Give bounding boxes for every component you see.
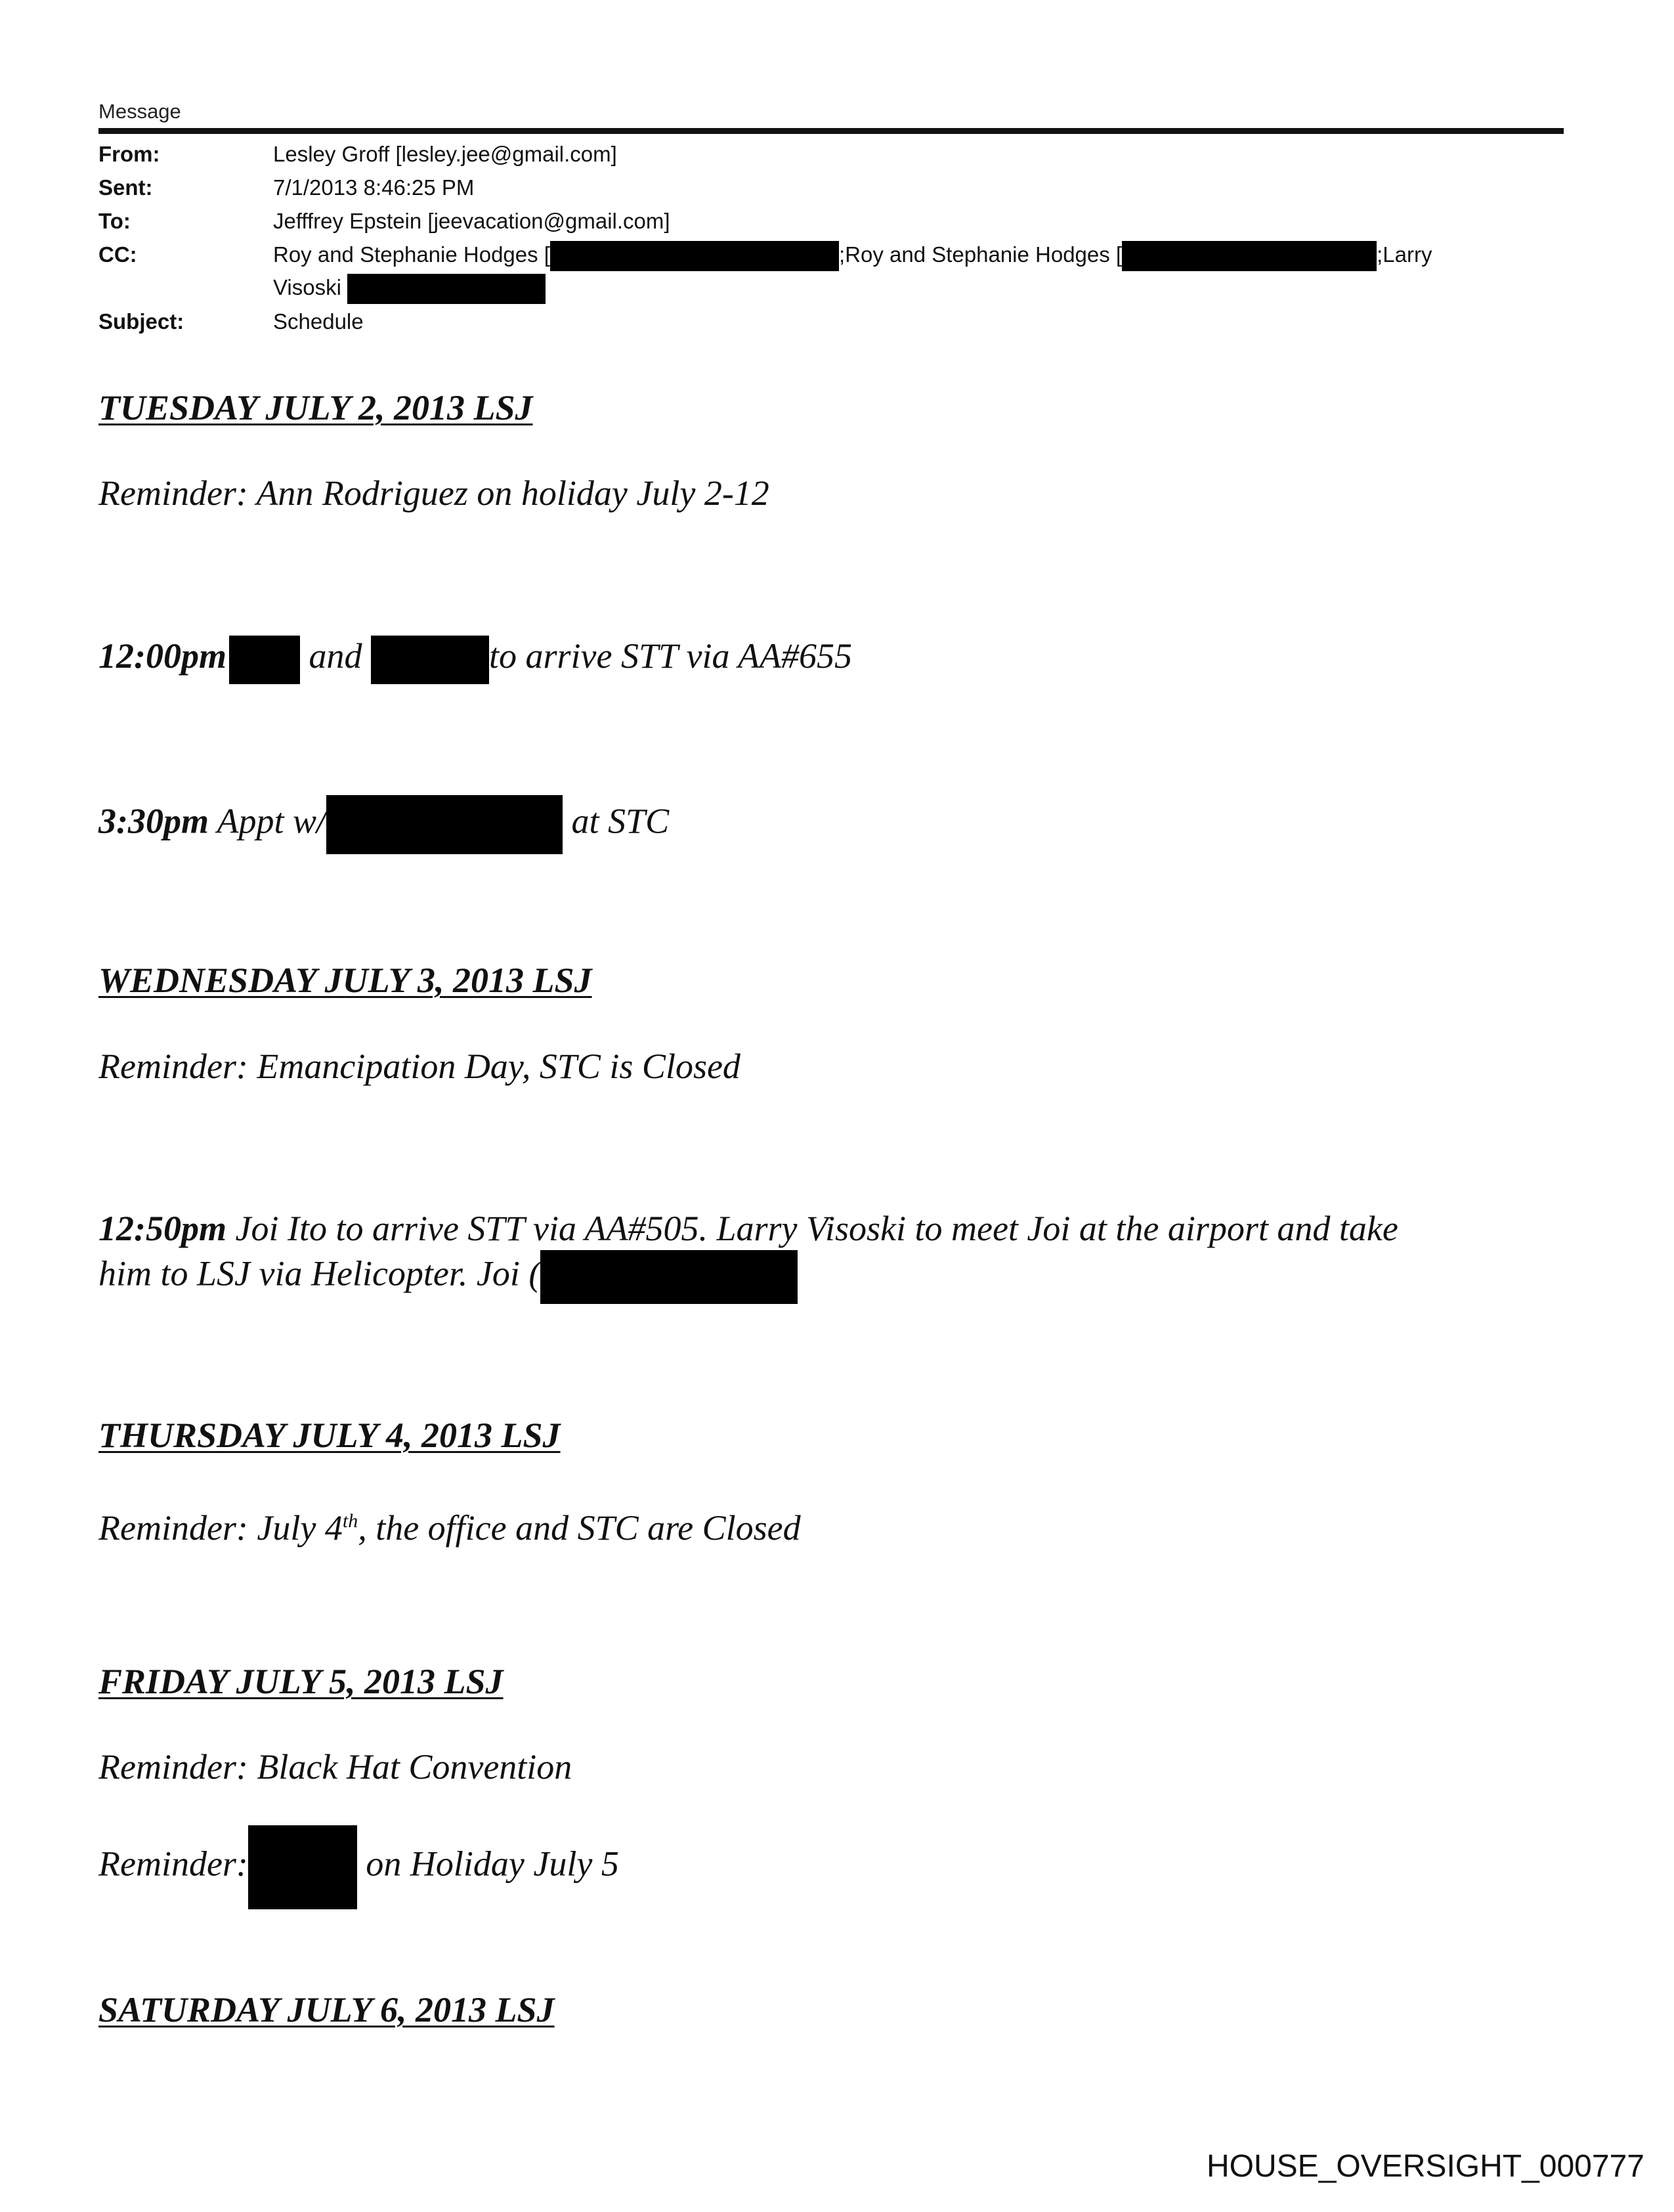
ordinal-suffix: th <box>342 1510 358 1532</box>
redaction-block <box>229 636 300 684</box>
to-label: To: <box>98 209 131 233</box>
day-heading-friday: FRIDAY JULY 5, 2013 LSJ <box>98 1662 504 1701</box>
message-label: Message <box>98 100 181 123</box>
day-heading-thursday: THURSDAY JULY 4, 2013 LSJ <box>98 1416 561 1455</box>
day-heading-tuesday: TUESDAY JULY 2, 2013 LSJ <box>98 388 533 427</box>
subject-label: Subject: <box>98 309 184 334</box>
item-text: to arrive STT via AA#655 <box>489 636 853 676</box>
cc-part2: ;Roy and Stephanie Hodges [ <box>838 242 1123 267</box>
reminder-text: Reminder: July 4 <box>98 1508 343 1548</box>
sent-label: Sent: <box>98 175 153 200</box>
reminder-text: , the office and STC are Closed <box>358 1508 801 1548</box>
from-row <box>98 140 1564 173</box>
item-time: 12:50pm <box>98 1209 226 1248</box>
reminder-line: Reminder: Ann Rodriguez on holiday July 2-12 <box>98 473 769 513</box>
subject-row <box>98 307 1564 340</box>
reminder-line <box>98 1498 801 1551</box>
redaction-block <box>371 636 489 684</box>
header-rule <box>98 128 1564 134</box>
cc-part3: ;Larry <box>1377 242 1432 267</box>
reminder-text: Reminder: <box>98 1844 248 1884</box>
item-text: Joi Ito to arrive STT via AA#505. Larry Visoski to meet Joi at the airport and take <box>235 1209 1398 1248</box>
cc-value <box>273 240 1432 271</box>
cc-row-continued <box>98 273 1564 306</box>
day-heading-wednesday: WEDNESDAY JULY 3, 2013 LSJ <box>98 961 592 1000</box>
bates-number: HOUSE_OVERSIGHT_000777 <box>1207 2149 1644 2184</box>
day-heading-saturday: SATURDAY JULY 6, 2013 LSJ <box>98 1990 555 2029</box>
redaction-block <box>347 274 546 304</box>
reminder-text: on Holiday July 5 <box>366 1844 619 1884</box>
schedule-item <box>98 795 669 854</box>
schedule-item <box>98 633 852 684</box>
redaction-block <box>248 1825 357 1909</box>
cc-part1: Roy and Stephanie Hodges [ <box>273 242 550 267</box>
item-text: and <box>309 636 362 676</box>
item-time: 12:00pm <box>98 636 226 676</box>
to-value: Jefffrey Epstein [jeevacation@gmail.com] <box>273 209 670 233</box>
to-row <box>98 207 1564 240</box>
schedule-item-continued <box>98 1250 798 1304</box>
schedule-item <box>98 1205 1398 1251</box>
from-label: From: <box>98 142 160 166</box>
sent-value: 7/1/2013 8:46:25 PM <box>273 175 475 200</box>
subject-value: Schedule <box>273 309 364 334</box>
reminder-line <box>98 1825 619 1909</box>
item-time: 3:30pm <box>98 801 209 841</box>
redaction-block <box>540 1250 798 1304</box>
redaction-block <box>1122 241 1377 271</box>
redaction-block <box>326 795 563 854</box>
item-text: at STC <box>571 801 670 841</box>
cc-label: CC: <box>98 242 137 267</box>
cc-line2: Visoski <box>273 275 341 299</box>
cc-row <box>98 240 1564 273</box>
reminder-line: Reminder: Black Hat Convention <box>98 1747 572 1787</box>
sent-row <box>98 173 1564 206</box>
redaction-block <box>550 241 839 271</box>
item-text: him to LSJ via Helicopter. Joi ( <box>98 1253 541 1293</box>
from-value: Lesley Groff [lesley.jee@gmail.com] <box>273 142 617 166</box>
cc-value-line2 <box>273 273 546 304</box>
item-text: Appt w/ <box>217 801 327 841</box>
reminder-line: Reminder: Emancipation Day, STC is Closed <box>98 1047 740 1086</box>
